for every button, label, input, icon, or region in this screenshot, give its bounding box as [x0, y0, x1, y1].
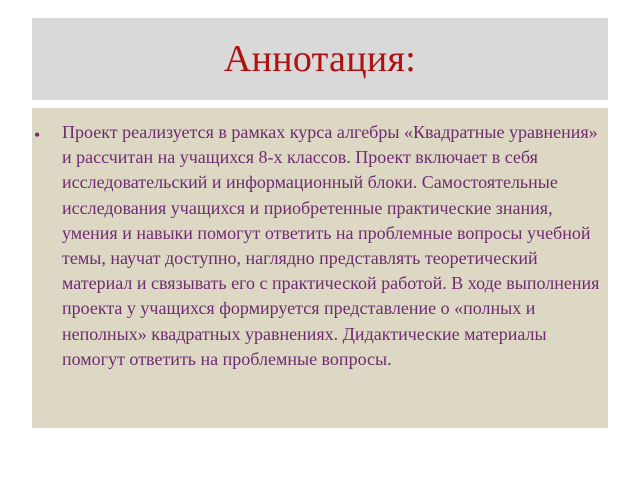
title-band: [32, 18, 608, 100]
content-box: [32, 108, 608, 428]
annotation-paragraph: Проект реализуется в рамках курса алгебры «Квадратные уравнения» и рассчитан на учащихся 8-х классов. Проект включает в себя исследовательский и информационный блоки. Самостоятельные исследования учащихся и приобретенные практические знания, умения и навыки помогут ответить на проблемные вопросы учебной темы, научат доступно, наглядно представлять теоретический материал и связывать его с практической работой. В ходе выполнения проекта у учащихся формируется представление о «полных и неполных» квадратных уравнениях. Дидактические материалы помогут ответить на проблемные вопросы.: [62, 122, 600, 369]
slide-title: Аннотация:: [223, 38, 417, 80]
bullet-marker: •: [34, 125, 41, 145]
